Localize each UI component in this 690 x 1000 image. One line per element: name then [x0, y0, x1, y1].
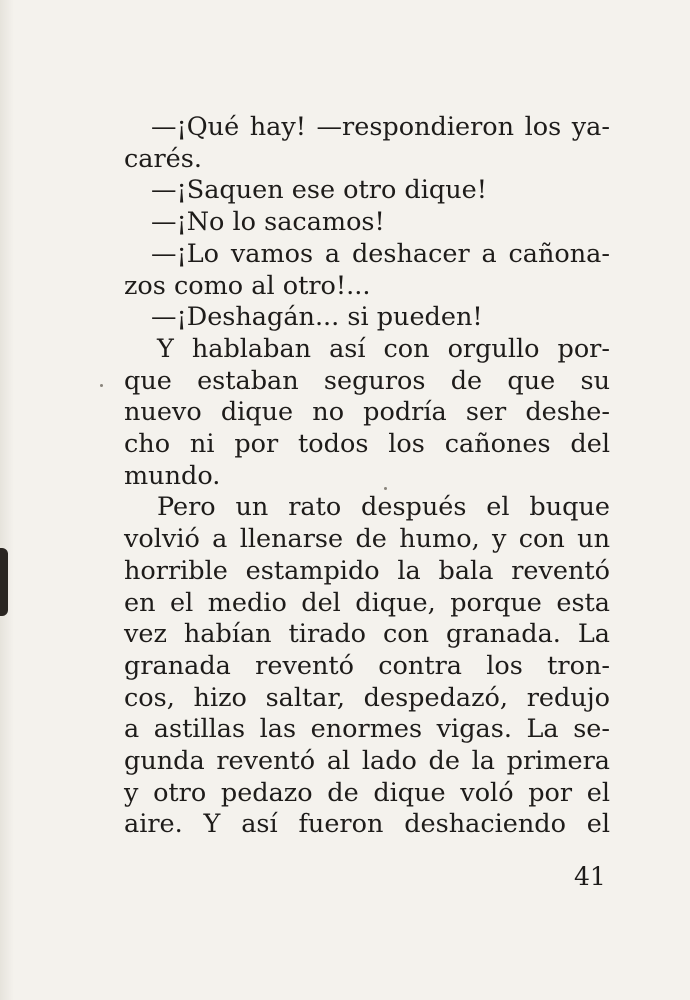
text-line: a astillas las enormes vigas. La se-: [124, 714, 610, 745]
text-line: nuevo dique no podría ser deshe-: [124, 397, 610, 428]
stray-mark: [100, 384, 103, 387]
text-line: gunda reventó al lado de la primera: [124, 746, 610, 777]
text-line: —¡No lo sacamos!: [151, 207, 385, 238]
text-line: Y hablaban así con orgullo por-: [157, 333, 610, 364]
body-text: [124, 112, 610, 841]
text-line: horrible estampido la bala reventó: [124, 555, 610, 586]
page-number: 41: [574, 862, 606, 891]
text-line: granada reventó contra los tron-: [124, 650, 610, 681]
text-line: —¡Qué hay! —respondieron los ya-: [151, 112, 610, 142]
text-line: cho ni por todos los cañones del: [124, 429, 610, 460]
text-line: que estaban seguros de que su: [124, 365, 610, 396]
text-line: carés.: [124, 143, 202, 174]
text-line: Pero un rato después el buque: [157, 492, 610, 523]
text-line: —¡Deshagán... si pueden!: [151, 302, 483, 333]
text-line: volvió a llenarse de humo, y con un: [124, 524, 610, 555]
text-line: mundo.: [124, 460, 221, 491]
text-line: vez habían tirado con granada. La: [124, 619, 610, 650]
binding-shadow: [0, 548, 8, 616]
text-line: en el medio del dique, porque esta: [124, 587, 610, 618]
text-line: cos, hizo saltar, despedazó, redujo: [124, 682, 610, 713]
text-line: zos como al otro!...: [124, 270, 371, 301]
text-line: y otro pedazo de dique voló por el: [124, 777, 610, 808]
text-line: —¡Lo vamos a deshacer a cañona-: [151, 238, 610, 269]
text-line: aire. Y así fueron deshaciendo el: [124, 809, 610, 840]
text-line: —¡Saquen ese otro dique!: [151, 175, 487, 206]
